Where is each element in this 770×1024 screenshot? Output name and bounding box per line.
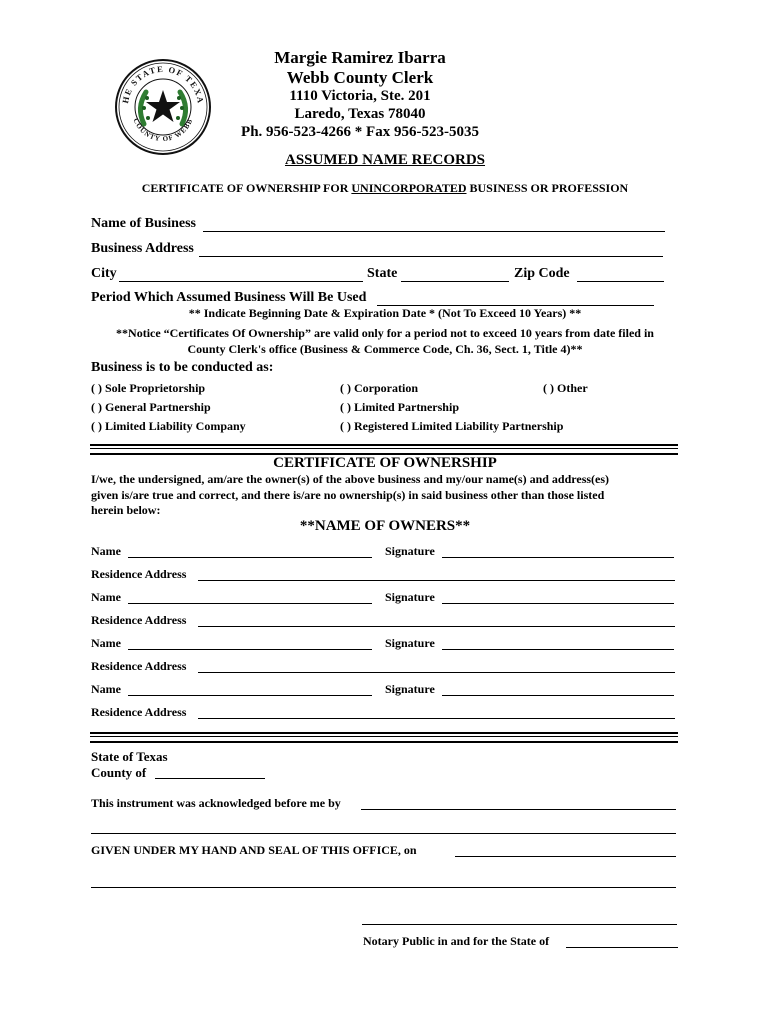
notice-line-1: **Notice “Certificates Of Ownership” are valid only for a period not to exceed 10 years from date filed in [116,326,654,340]
owner-name-field[interactable] [128,603,372,604]
seal-inner-text: COUNTY OF WEBB [131,117,195,144]
owner-signature-field[interactable] [442,557,674,558]
business-name-label: Name of Business [91,216,197,231]
acknowledged-label: This instrument was acknowledged before me by [91,796,341,810]
owner-address-label: Residence Address [91,567,187,581]
seal-outer-text: HE STATE OF TEXA [120,63,207,106]
certificate-text-1: I/we, the undersigned, am/are the owner(s) of the above business and my/our name(s) and address(es) [91,472,610,486]
section-divider [90,444,678,455]
period-note: ** Indicate Beginning Date & Expiration Date * (Not To Exceed 10 Years) ** [188,306,582,320]
given-date-field[interactable] [455,856,676,857]
certificate-heading: CERTIFICATE OF OWNERSHIP [273,455,497,471]
subtitle-underlined: UNINCORPORATED [351,181,467,195]
document-title: ASSUMED NAME RECORDS [284,152,486,168]
owner-name-field[interactable] [128,695,372,696]
owner-name-label: Name [91,590,121,604]
option-general-partnership[interactable]: ( ) General Partnership [91,400,211,414]
owner-address-label: Residence Address [91,613,187,627]
owners-heading: **NAME OF OWNERS** [299,518,471,534]
business-type-heading: Business is to be conducted as: [91,360,274,375]
owner-signature-label: Signature [385,544,435,558]
subtitle-pre: CERTIFICATE OF OWNERSHIP FOR [141,181,352,195]
owner-address-field[interactable] [198,672,675,673]
zip-field[interactable] [577,281,664,282]
notary-signature-field[interactable] [362,924,677,925]
section-divider [90,732,678,743]
owner-address-field[interactable] [198,580,675,581]
notary-county-field[interactable] [155,778,265,779]
owner-signature-label: Signature [385,590,435,604]
business-address-label: Business Address [91,241,194,256]
option-corporation[interactable]: ( ) Corporation [340,381,418,395]
owner-address-field[interactable] [198,718,675,719]
owner-name-label: Name [91,682,121,696]
business-address-field[interactable] [199,256,663,257]
notary-public-label: Notary Public in and for the State of [363,934,550,948]
notary-state: State of Texas [91,749,168,764]
city-label: City [91,266,117,281]
office-phone: Ph. 956-523-4266 * Fax 956-523-5035 [241,124,479,140]
option-sole-proprietorship[interactable]: ( ) Sole Proprietorship [91,381,206,395]
county-seal [114,58,212,156]
owner-name-field[interactable] [128,557,372,558]
owner-name-label: Name [91,636,121,650]
document-subtitle [0,181,770,196]
clerk-name: Margie Ramirez Ibarra [274,48,446,67]
clerk-office: Webb County Clerk [286,68,434,87]
owner-signature-field[interactable] [442,695,674,696]
office-city: Laredo, Texas 78040 [294,106,426,122]
zip-label: Zip Code [514,266,570,281]
owner-signature-label: Signature [385,636,435,650]
given-field-continued[interactable] [91,887,676,888]
svg-text:THE STATE OF TEXAS [114,58,206,105]
owner-name-label: Name [91,544,121,558]
given-label: GIVEN UNDER MY HAND AND SEAL OF THIS OFFICE, on [91,843,417,857]
notary-county-label: County of [91,765,147,780]
owner-signature-label: Signature [385,682,435,696]
state-field[interactable] [401,281,509,282]
seal-star-icon [146,90,180,122]
office-street: 1110 Victoria, Ste. 201 [289,88,431,104]
subtitle-post: BUSINESS OR PROFESSION [466,181,629,195]
owner-address-label: Residence Address [91,659,187,673]
owner-address-field[interactable] [198,626,675,627]
notary-state-field[interactable] [566,947,678,948]
option-other[interactable]: ( ) Other [543,381,588,395]
certificate-text-3: herein below: [91,503,161,517]
owner-address-label: Residence Address [91,705,187,719]
state-label: State [367,266,398,281]
owner-name-field[interactable] [128,649,372,650]
notice-line-2: County Clerk's office (Business & Commerce Code, Ch. 36, Sect. 1, Title 4)** [187,342,583,356]
acknowledged-field[interactable] [361,809,676,810]
option-registered-llp[interactable]: ( ) Registered Limited Liability Partnership [340,419,564,433]
owner-signature-field[interactable] [442,649,674,650]
city-field[interactable] [119,281,363,282]
business-name-field[interactable] [203,231,665,232]
period-label: Period Which Assumed Business Will Be Used [91,290,367,305]
owner-signature-field[interactable] [442,603,674,604]
certificate-text-2: given is/are true and correct, and there is/are no ownership(s) in said business other than those listed [91,488,605,502]
option-limited-partnership[interactable]: ( ) Limited Partnership [340,400,459,414]
acknowledged-field-continued[interactable] [91,833,676,834]
option-llc[interactable]: ( ) Limited Liability Company [91,419,246,433]
